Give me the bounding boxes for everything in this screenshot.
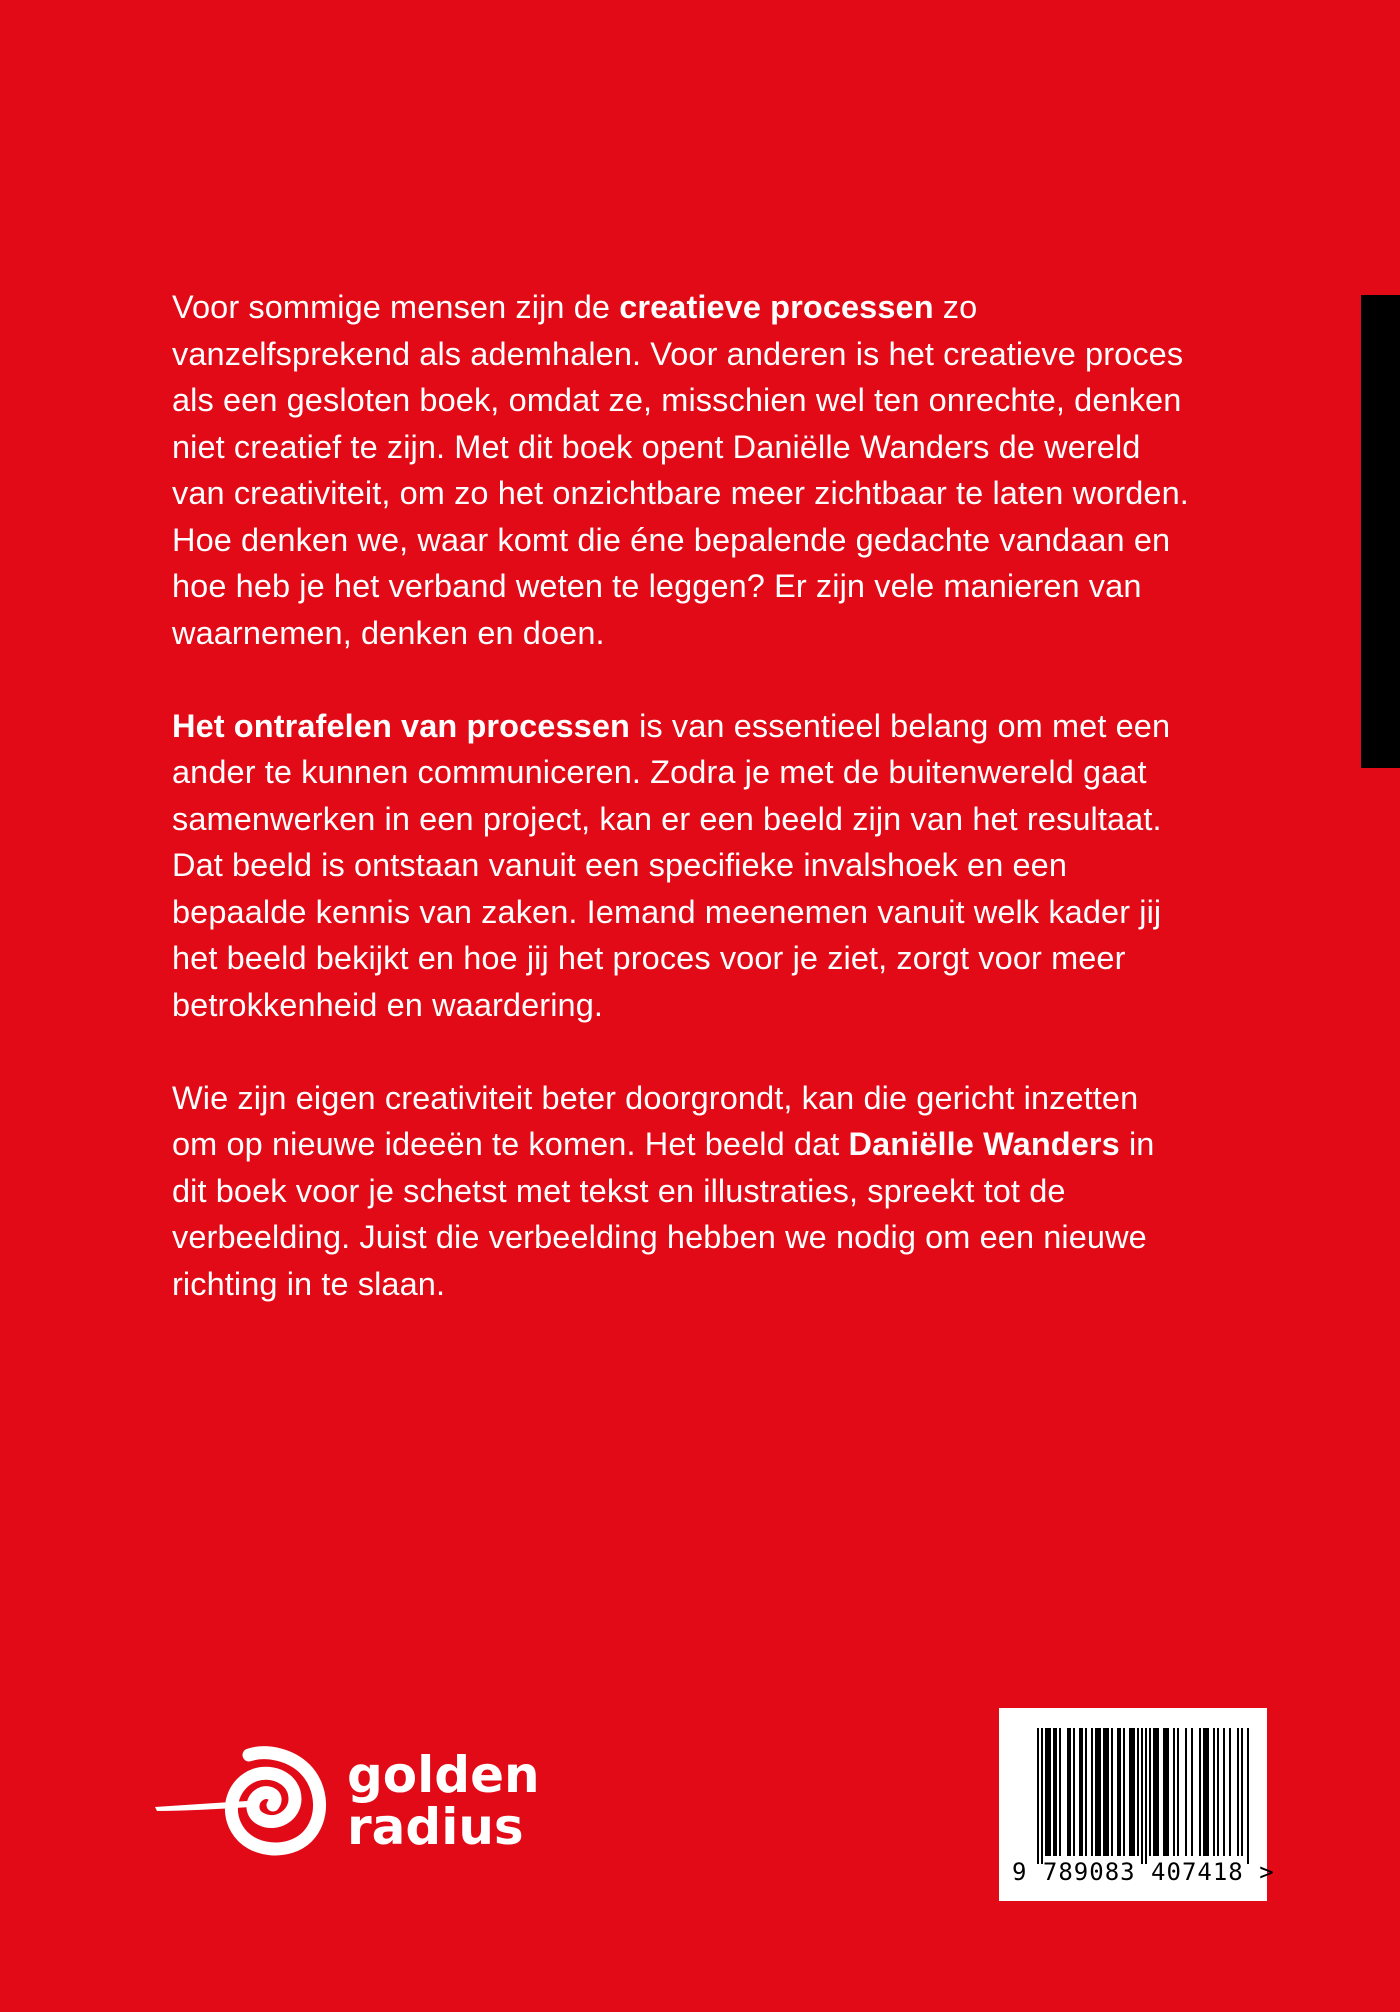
blurb-paragraph-3: [172, 1075, 1192, 1308]
p2-bold-phrase: Het ontrafelen van processen: [172, 707, 630, 744]
barcode-bar: [1047, 1728, 1049, 1856]
barcode-bar: [1079, 1728, 1081, 1856]
spiral-logo-icon: [155, 1745, 330, 1865]
barcode-bar: [1237, 1728, 1239, 1856]
barcode-bar: [1103, 1728, 1105, 1856]
barcode-bar: [1207, 1728, 1209, 1856]
barcode-bar: [1117, 1728, 1119, 1856]
barcode-bar: [1185, 1728, 1187, 1856]
barcode-bar: [1141, 1728, 1143, 1864]
barcode-bar: [1081, 1728, 1083, 1856]
barcode-bar: [1053, 1728, 1055, 1856]
p1-text-end: zo vanzelfsprekend als ademhalen. Voor anderen is het creatieve proces als een gesloten boek, omdat ze, misschien wel ten onrechte, denken niet creatief te zijn. Met dit boek opent Daniëlle Wanders de wereld van creativiteit, om zo het onzichtbare meer zichtbaar te laten worden. Hoe denken we, waar komt die éne bepalende gedachte vandaan en hoe heb je het verband weten te leggen? Er zijn vele manieren van waarnemen, denken en doen.: [172, 289, 1189, 651]
barcode-bar: [1055, 1728, 1057, 1856]
barcode-bar: [1085, 1728, 1087, 1856]
barcode-bar: [1223, 1728, 1225, 1856]
barcode-bar: [1203, 1728, 1205, 1856]
barcode-bar: [1205, 1728, 1207, 1856]
barcode-bar: [1217, 1728, 1219, 1856]
barcode-bar: [1155, 1728, 1157, 1856]
barcode-bar: [1167, 1728, 1169, 1856]
barcode-bar: [1153, 1728, 1155, 1856]
publisher-wordmark: [347, 1746, 540, 1856]
barcode-bar: [1049, 1728, 1051, 1856]
barcode-bar: [1059, 1728, 1061, 1856]
barcode-bar: [1041, 1728, 1043, 1864]
isbn-number: 9 789083 407418 >: [1012, 1858, 1275, 1886]
barcode-bar: [1095, 1728, 1097, 1856]
barcode-bar: [1069, 1728, 1071, 1856]
barcode-bar: [1105, 1728, 1107, 1856]
barcode-bar: [1177, 1728, 1179, 1856]
publisher-name-line-1: golden: [347, 1746, 540, 1804]
barcode-bar: [1129, 1728, 1131, 1856]
barcode-bar: [1107, 1728, 1109, 1856]
barcode-bar: [1199, 1728, 1201, 1856]
barcode-bar: [1045, 1728, 1047, 1856]
author-name: Daniëlle Wanders: [848, 1126, 1120, 1162]
barcode-bar: [1145, 1728, 1147, 1864]
back-cover-blurb: [172, 284, 1192, 1307]
barcode-bar: [1165, 1728, 1167, 1856]
publisher-logo: [155, 1745, 555, 1865]
barcode-bar: [1091, 1728, 1093, 1856]
barcode-bar: [1247, 1728, 1249, 1864]
p3-text-start: Wie zijn eigen creativiteit beter doorgrondt, kan die gericht inzetten om op nieuwe ideeën te komen. Het beeld dat: [172, 1079, 1139, 1162]
p1-bold-phrase: creatieve processen: [619, 289, 934, 325]
barcode-bar: [1037, 1728, 1039, 1864]
barcode-bar: [1123, 1728, 1125, 1856]
barcode-bar: [1067, 1728, 1069, 1856]
p2-text-end: is van essentieel belang om met een ander te kunnen communiceren. Zodra je met de buitenwereld gaat samenwerken in een project, kan er een beeld zijn van het resultaat. Dat beeld is ontstaan vanuit een specifieke invalshoek en een bepaalde kennis van zaken. Iemand meenemen vanuit welk kader jij het beeld bekijkt en hoe jij het proces voor je ziet, zorgt voor meer betrokkenheid en waardering.: [172, 707, 1171, 1023]
publisher-name-line-2: radius: [347, 1798, 524, 1856]
barcode-bar: [1163, 1728, 1165, 1856]
spine-edge-bar: [1361, 295, 1400, 768]
blurb-paragraph-1: [172, 284, 1192, 656]
barcode-bar: [1131, 1728, 1133, 1856]
barcode-bar: [1097, 1728, 1099, 1856]
barcode-bar: [1119, 1728, 1121, 1856]
p3-text-end: in dit boek voor je schetst met tekst en illustraties, spreekt tot de verbeelding. Juist die verbeelding hebben we nodig om een nieuwe richting in te slaan.: [172, 1126, 1155, 1302]
barcode-bar: [1241, 1728, 1243, 1856]
barcode-bar: [1111, 1728, 1113, 1856]
barcode-bar: [1133, 1728, 1135, 1856]
barcode-bar: [1099, 1728, 1101, 1856]
blurb-paragraph-2: [172, 703, 1192, 1029]
barcode-bar: [1191, 1728, 1193, 1856]
barcode-bar: [1213, 1728, 1215, 1856]
barcode-bar: [1157, 1728, 1159, 1856]
isbn-barcode: [999, 1708, 1275, 1901]
barcode-bar: [1229, 1728, 1231, 1856]
barcode-bar: [1149, 1728, 1151, 1856]
barcode-bar: [1073, 1728, 1075, 1856]
p1-text-start: Voor sommige mensen zijn de: [172, 289, 620, 325]
barcode-bar: [1137, 1728, 1139, 1856]
barcode-bar: [1173, 1728, 1175, 1856]
